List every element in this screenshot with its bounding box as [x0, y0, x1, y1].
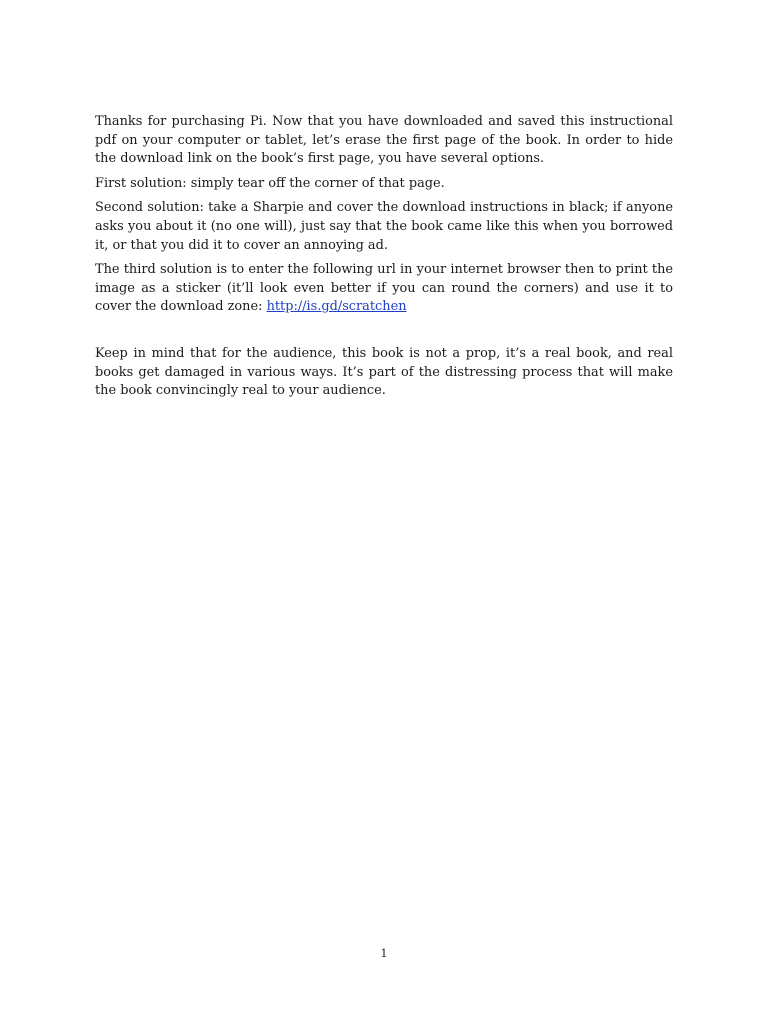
paragraph-third-solution-text: The third solution is to enter the following url in your internet browser then to print the image as a sticker (it’ll look even better if you can round the corners) and use it to cover the download zone: [95, 262, 673, 315]
document-body [95, 113, 673, 407]
scratchen-link[interactable]: http://is.gd/scratchen [266, 299, 407, 315]
paragraph-intro: Thanks for purchasing Pi. Now that you have downloaded and saved this instructional pdf on your computer or tablet, let’s erase the first page of the book. In order to hide the download link on the book’s first page, you have several options. [95, 114, 673, 167]
paragraph-first-solution: First solution: simply tear off the corner of that page. [95, 175, 445, 191]
paragraph-second-solution: Second solution: take a Sharpie and cover the download instructions in black; if anyone asks you about it (no one will), just say that the book came like this when you borrowed it, or that you did it to cover an annoying ad. [95, 200, 673, 253]
paragraph-third-solution [95, 261, 673, 317]
paragraph-closing: Keep in mind that for the audience, this book is not a prop, it’s a real book, and real books get damaged in various ways. It’s part of the distressing process that will make the book convincingly real to your audience. [95, 345, 673, 399]
page-number: 1 [380, 947, 388, 960]
